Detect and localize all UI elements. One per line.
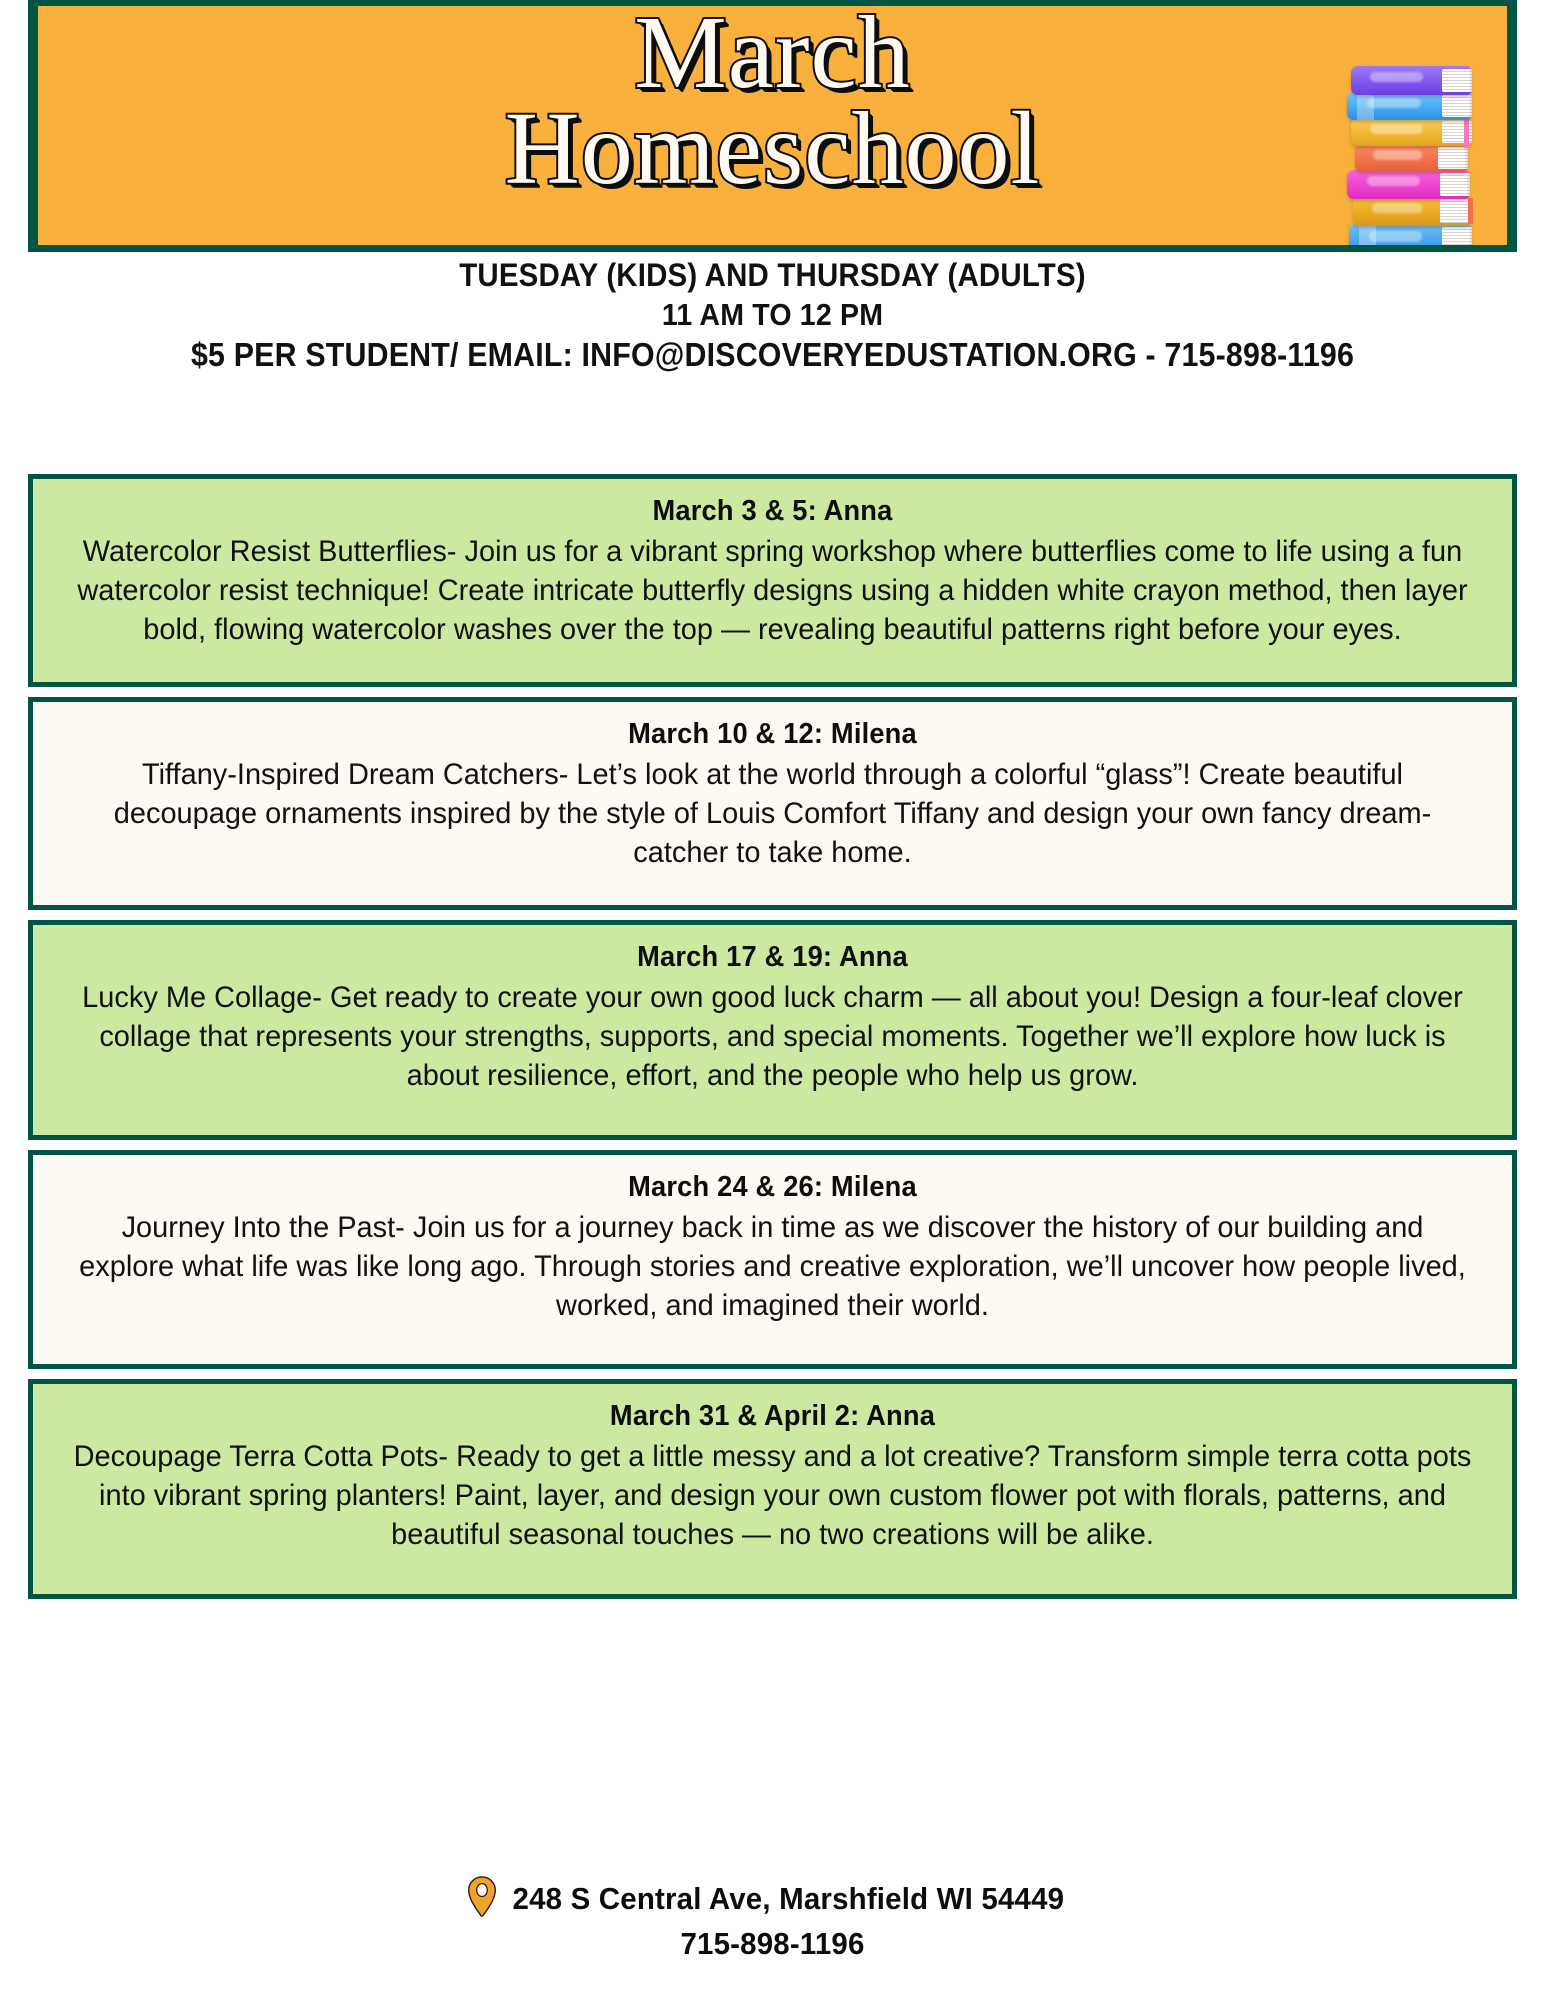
bookmark-orange: [1468, 198, 1473, 224]
book-stack-icon: [1335, 78, 1485, 252]
book-purple-top: [1351, 66, 1471, 95]
book-blue-bottom: [1349, 224, 1471, 252]
book-gloss: [1372, 203, 1423, 213]
session-card-march-10-12: [28, 697, 1517, 910]
session-title: March 3 & 5: Anna: [652, 495, 893, 527]
session-description: Watercolor Resist Butterflies- Join us for a vibrant spring workshop where butterflies come to life using a fun watercolor resist technique! Create intricate butterfly designs using a hidden white crayon method, then layer bold, flowing watercolor washes over the top — revealing beautiful patterns right before your eyes.: [77, 535, 1468, 646]
session-title: March 17 & 19: Anna: [637, 941, 908, 973]
address-text: 248 S Central Ave, Marshfield WI 54449: [512, 1881, 1064, 1916]
book-gloss: [1370, 124, 1423, 134]
book-gloss: [1369, 231, 1423, 242]
book-gloss: [1367, 176, 1421, 186]
subtitle-schedule-time: 11 AM TO 12 PM: [661, 296, 884, 332]
book-pages: [1442, 69, 1472, 92]
session-card-march-24-26: [28, 1150, 1517, 1369]
session-description: Journey Into the Past- Join us for a journey back in time as we discover the history of our building and explore what life was like long ago. Through stories and creative exploration, we’ll uncover how people lived, worked, and imagined their world.: [79, 1211, 1466, 1322]
book-gloss: [1370, 72, 1423, 82]
subtitle-block: [28, 255, 1517, 377]
book-magenta: [1347, 170, 1469, 199]
location-pin-icon: [467, 1876, 497, 1918]
book-orange: [1355, 144, 1467, 172]
footer-block: [0, 1880, 1545, 1962]
subtitle-schedule-days: TUESDAY (KIDS) AND THURSDAY (ADULTS): [459, 257, 1086, 293]
session-list: [28, 474, 1517, 1609]
book-pages: [1440, 173, 1470, 196]
session-card-march-31-april-2: [28, 1379, 1517, 1599]
book-pages: [1440, 199, 1470, 223]
session-card-march-17-19: [28, 920, 1517, 1140]
book-blue-upper: [1347, 92, 1471, 120]
bookmark-pink: [1464, 118, 1469, 148]
book-gloss: [1373, 150, 1422, 160]
book-pages: [1442, 95, 1472, 117]
session-card-march-3-5: [28, 474, 1517, 687]
session-description: Decoupage Terra Cotta Pots- Ready to get a little messy and a lot creative? Transform simple terra cotta pots into vibrant spring planters! Paint, layer, and design your own custom flower pot with florals, patterns, and beautiful seasonal touches — no two creations will be alike.: [73, 1440, 1472, 1551]
title-line-2: Homeschool: [504, 90, 1041, 206]
book-yellow: [1351, 118, 1471, 146]
title-line-1: March: [634, 0, 911, 110]
phone-text: 715-898-1196: [680, 1926, 865, 1961]
session-title: March 31 & April 2: Anna: [609, 1400, 936, 1432]
session-title: March 10 & 12: Milena: [628, 718, 917, 750]
session-description: Lucky Me Collage- Get ready to create your own good luck charm — all about you! Design a four-leaf clover collage that represents your strengths, supports, and special moments. Together we’ll explore how luck is about resilience, effort, and the people who help us grow.: [82, 981, 1463, 1092]
book-pages: [1438, 147, 1468, 169]
address-row: [0, 1880, 1545, 1918]
book-pages: [1442, 227, 1472, 252]
book-gold-lower: [1353, 196, 1469, 226]
subtitle-price-contact: $5 PER STUDENT/ EMAIL: INFO@DISCOVERYEDUSTATION.ORG - 715-898-1196: [190, 335, 1355, 373]
session-title: March 24 & 26: Milena: [628, 1171, 917, 1203]
page-title: [38, 0, 1507, 206]
book-gloss: [1367, 98, 1422, 108]
header-band: [28, 0, 1517, 252]
session-description: Tiffany-Inspired Dream Catchers- Let’s look at the world through a colorful “glass”! Create beautiful decoupage ornaments inspired by the style of Louis Comfort Tiffany and design your own fancy dream-catcher to take home.: [113, 758, 1432, 869]
